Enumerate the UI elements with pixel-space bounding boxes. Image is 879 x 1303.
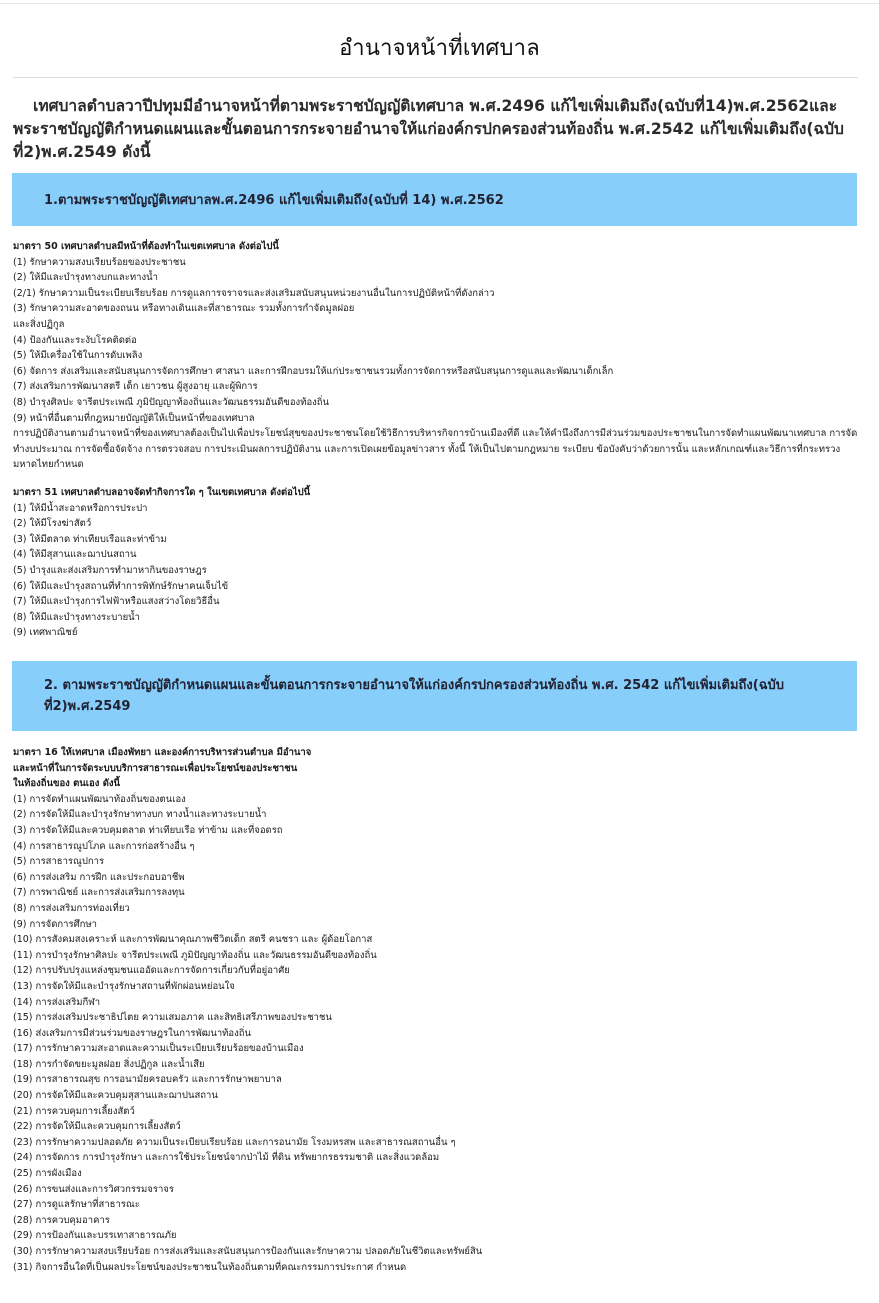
section50-list xyxy=(13,255,859,427)
section2-title: 2. ตามพระราชบัญญัติกำหนดแผนและขั้นตอนการกระจายอำนาจให้แก่องค์กรปกครองส่วนท้องถิ่น พ.ศ. 2542 แก้ไขเพิ่มเติมถึง(ฉบับที่2)พ.ศ.2549 xyxy=(44,678,785,714)
section1-banner xyxy=(12,173,857,226)
section16-item: (25) การผังเมือง xyxy=(13,1168,82,1180)
section16-item: (4) การสาธารณูปโภค และการก่อสร้างอื่น ๆ xyxy=(13,840,195,852)
section51-list xyxy=(13,501,859,641)
section16-item: (29) การป้องกันและบรรเทาสาธารณภัย xyxy=(13,1230,177,1242)
title-divider xyxy=(13,77,858,78)
section50-heading: มาตรา 50 เทศบาลตำบลมีหน้าที่ต้องทำในเขตเทศบาล ดังต่อไปนี้ xyxy=(13,241,279,252)
section16-block xyxy=(13,745,859,1275)
section50-item: (8) บำรุงศิลปะ จารีตประเพณี ภูมิปัญญาท้องถิ่นและวัฒนธรรมอันดีของท้องถิ่น xyxy=(13,396,330,408)
section51-item: (8) ให้มีและบำรุงทางระบายน้ำ xyxy=(13,611,140,623)
section16-item: (2) การจัดให้มีและบำรุงรักษาทางบก ทางน้ำและทางระบายน้ำ xyxy=(13,809,267,821)
section50-item: (2/1) รักษาความเป็นระเบียบเรียบร้อย การดูแลการจราจรและส่งเสริมสนับสนุนหน่วยงานอื่นในการปฏิบัติหน้าที่ดังกล่าว xyxy=(13,287,495,299)
section51-heading: มาตรา 51 เทศบาลตำบลอาจจัดทำกิจการใด ๆ ในเขตเทศบาล ดังต่อไปนี้ xyxy=(13,487,311,498)
section16-item: (15) การส่งเสริมประชาธิปไตย ความเสมอภาค และสิทธิเสรีภาพของประชาชน xyxy=(13,1012,332,1024)
section16-item: (12) การปรับปรุงแหล่งชุมชนแออัดและการจัดการเกี่ยวกับที่อยู่อาศัย xyxy=(13,965,290,977)
section50-item: (3) รักษาความสะอาดของถนน หรือทางเดินและที่สาธารณะ รวมทั้งการกำจัดมูลฝอย xyxy=(13,303,355,315)
section16-item: (18) การกำจัดขยะมูลฝอย สิ่งปฏิกูล และน้ำเสีย xyxy=(13,1058,205,1070)
section16-item: (14) การส่งเสริมกีฬา xyxy=(13,996,101,1008)
section16-item: (30) การรักษาความสงบเรียบร้อย การส่งเสริมและสนับสนุนการป้องกันและรักษาความ ปลอดภัยในชีวิตและทรัพย์สิน xyxy=(13,1246,483,1257)
section16-item: (3) การจัดให้มีและควบคุมตลาด ท่าเทียบเรือ ท่าข้าม และที่จอดรถ xyxy=(13,824,283,836)
section50-block xyxy=(13,239,859,473)
section50-item: (1) รักษาความสงบเรียบร้อยของประชาชน xyxy=(13,256,186,268)
section16-item: (8) การส่งเสริมการท่องเที่ยว xyxy=(13,902,130,914)
section16-item: (20) การจัดให้มีและควบคุมสุสานและฌาปนสถาน xyxy=(13,1090,218,1102)
section51-item: (7) ให้มีและบำรุงการไฟฟ้าหรือแสงสว่างโดยวิธีอื่น xyxy=(13,596,220,608)
section50-item: (4) ป้องกันและระงับโรคติดต่อ xyxy=(13,334,137,346)
section16-item: (22) การจัดให้มีและควบคุมการเลี้ยงสัตว์ xyxy=(13,1121,181,1133)
section51-item: (9) เทศพาณิชย์ xyxy=(13,627,78,639)
section16-item: (6) การส่งเสริม การฝึก และประกอบอาชีพ xyxy=(13,871,185,883)
section16-item: (31) กิจการอื่นใดที่เป็นผลประโยชน์ของประชาชนในท้องถิ่นตามที่คณะกรรมการประกาศ กำหนด xyxy=(13,1261,407,1273)
section50-note: การปฏิบัติงานตามอำนาจหน้าที่ของเทศบาลต้องเป็นไปเพื่อประโยชน์สุขของประชาชนโดยใช้วิธีการบริหารกิจการบ้านเมืองที่ดี และให้คำนึงถึงการมีส่วนร่วมของประชาชนในการจัดทำแผนพัฒนาเทศบาล การจัดทำงบประมาณ การจัดซื้อจัดจ้าง การตรวจสอบ การประเมินผลการปฏิบัติงาน และการเปิดเผยข้อมูลข่าวสาร ทั้งนี้ ให้เป็นไปตามกฎหมาย ระเบียบ ข้อบังคับว่าด้วยการนั้น และหลักเกณฑ์และวิธีการที่กระทรวงมหาดไทยกำหนด xyxy=(13,428,858,471)
section51-item: (3) ให้มีตลาด ท่าเทียบเรือและท่าข้าม xyxy=(13,533,167,545)
section50-item: และสิ่งปฏิกูล xyxy=(13,318,65,330)
section16-item: (23) การรักษาความปลอดภัย ความเป็นระเบียบเรียบร้อย และการอนามัย โรงมหรสพ และสาธารณสถานอื่น ๆ xyxy=(13,1136,456,1148)
section16-item: (24) การจัดการ การบำรุงรักษา และการใช้ประโยชน์จากป่าไม้ ที่ดิน ทรัพยากรธรรมชาติ และสิ่งแวดล้อม xyxy=(13,1152,440,1164)
section16-item: (26) การขนส่งและการวิศวกรรมจราจร xyxy=(13,1183,174,1195)
section16-item: (11) การบำรุงรักษาศิลปะ จารีตประเพณี ภูมิปัญญาท้องถิ่น และวัฒนธรรมอันดีของท้องถิ่น xyxy=(13,949,377,961)
section16-list xyxy=(13,792,859,1275)
section50-item: (5) ให้มีเครื่องใช้ในการดับเพลิง xyxy=(13,350,143,362)
section16-item: (1) การจัดทำแผนพัฒนาท้องถิ่นของตนเอง xyxy=(13,793,186,805)
section50-item: (6) จัดการ ส่งเสริมและสนับสนุนการจัดการศึกษา ศาสนา และการฝึกอบรมให้แก่ประชาชนรวมทั้งการจัดการหรือสนับสนุนการดูแลและพัฒนาเด็กเล็ก xyxy=(13,365,614,377)
section16-item: (7) การพาณิชย์ และการส่งเสริมการลงทุน xyxy=(13,887,185,899)
section16-item: (16) ส่งเสริมการมีส่วนร่วมของราษฎรในการพัฒนาท้องถิ่น xyxy=(13,1027,252,1039)
section51-block xyxy=(13,485,859,641)
page-title: อำนาจหน้าที่เทศบาล xyxy=(339,36,540,61)
top-border xyxy=(0,3,879,4)
section51-item: (4) ให้มีสุสานและฌาปนสถาน xyxy=(13,549,137,561)
section50-item: (9) หน้าที่อื่นตามที่กฎหมายบัญญัติให้เป็นหน้าที่ของเทศบาล xyxy=(13,412,255,424)
section16-item: (13) การจัดให้มีและบำรุงรักษาสถานที่พักผ่อนหย่อนใจ xyxy=(13,980,235,992)
section16-heading-3: ในท้องถิ่นของ ตนเอง ดังนี้ xyxy=(13,778,120,790)
section50-item: (2) ให้มีและบำรุงทางบกและทางน้ำ xyxy=(13,272,158,284)
section2-banner xyxy=(12,661,857,731)
section16-item: (9) การจัดการศึกษา xyxy=(13,918,97,930)
section16-heading-2: และหน้าที่ในการจัดระบบบริการสาธารณะเพื่อประโยชน์ของประชาชน xyxy=(13,762,298,774)
section16-item: (19) การสาธารณสุข การอนามัยครอบครัว และการรักษาพยาบาล xyxy=(13,1074,282,1086)
section16-item: (21) การควบคุมการเลี้ยงสัตว์ xyxy=(13,1105,135,1117)
section1-title: 1.ตามพระราชบัญญัติเทศบาลพ.ศ.2496 แก้ไขเพิ่มเติมถึง(ฉบับที่ 14) พ.ศ.2562 xyxy=(44,193,504,208)
section51-item: (5) บำรุงและส่งเสริมการทำมาหากินของราษฎร xyxy=(13,564,207,576)
section16-item: (10) การสังคมสงเคราะห์ และการพัฒนาคุณภาพชีวิตเด็ก สตรี คนชรา และ ผู้ด้อยโอกาส xyxy=(13,934,373,946)
section16-heading-1: มาตรา 16 ให้เทศบาล เมืองพัทยา และองค์การบริหารส่วนตำบล มีอำนาจ xyxy=(13,747,312,758)
section16-item: (17) การรักษาความสะอาดและความเป็นระเบียบเรียบร้อยของบ้านเมือง xyxy=(13,1043,304,1055)
section51-item: (6) ให้มีและบำรุงสถานที่ทำการพิทักษ์รักษาคนเจ็บไข้ xyxy=(13,580,229,592)
section16-item: (27) การดูแลรักษาที่สาธารณะ xyxy=(13,1199,140,1211)
intro-paragraph: เทศบาลตำบลวาปีปทุมมีอำนาจหน้าที่ตามพระราชบัญญัติเทศบาล พ.ศ.2496 แก้ไขเพิ่มเติมถึง(ฉบับที่14)พ.ศ.2562และพระราชบัญญัติกำหนดแผนและขั้นตอนการกระจายอำนาจให้แก่องค์กรปกครองส่วนท้องถิ่น พ.ศ.2542 แก้ไขเพิ่มเติมถึง(ฉบับที่2)พ.ศ.2549 ดังนี้ xyxy=(13,97,844,161)
section16-item: (28) การควบคุมอาคาร xyxy=(13,1214,110,1226)
section16-item: (5) การสาธารณูปการ xyxy=(13,856,105,868)
section51-item: (2) ให้มีโรงฆ่าสัตว์ xyxy=(13,518,92,530)
section50-item: (7) ส่งเสริมการพัฒนาสตรี เด็ก เยาวชน ผู้สูงอายุ และผู้พิการ xyxy=(13,381,258,393)
section51-item: (1) ให้มีน้ำสะอาดหรือการประปา xyxy=(13,502,148,514)
